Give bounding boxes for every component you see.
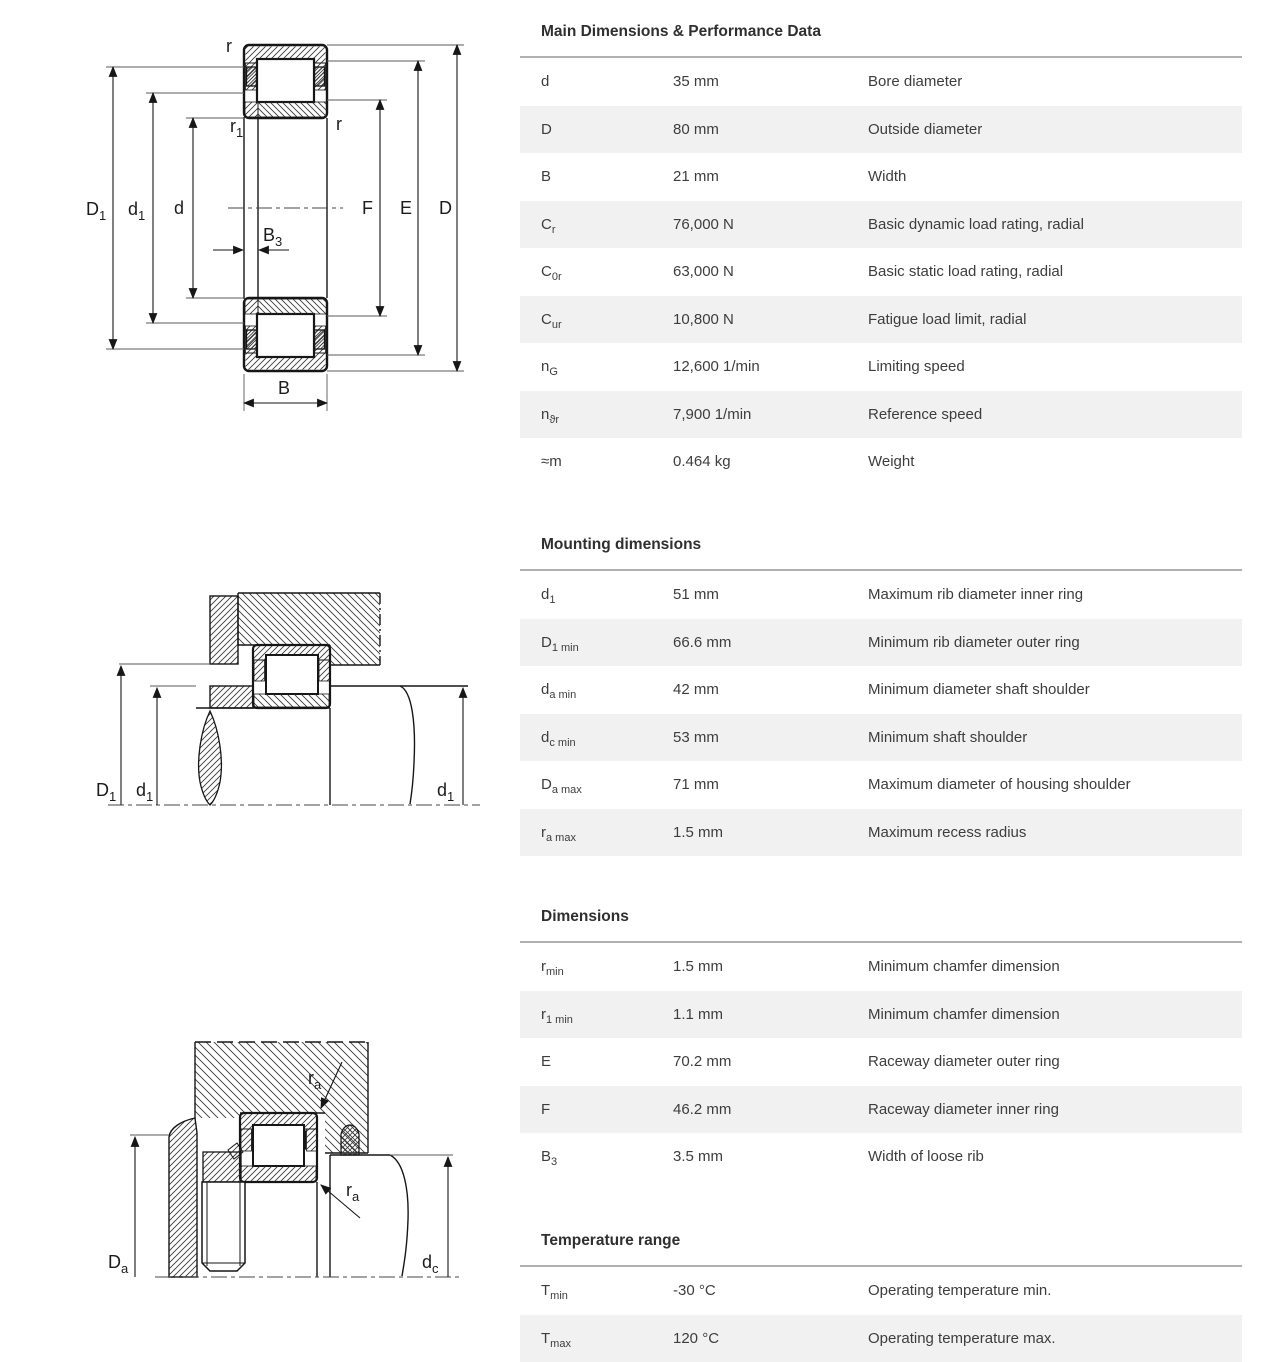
label-D1: $D_1$ bbox=[96, 780, 117, 804]
label-d1-left: $d_1$ bbox=[136, 780, 154, 804]
spec-value: 71 mm bbox=[673, 776, 719, 794]
spec-symbol: $C_r$ bbox=[541, 215, 556, 236]
section-title: Main Dimensions & Performance Data bbox=[541, 23, 821, 40]
spec-row bbox=[520, 761, 1242, 809]
spec-value: 3.5 mm bbox=[673, 1148, 724, 1166]
label-d1: $d_1$ bbox=[128, 199, 146, 223]
section-rows bbox=[520, 58, 1242, 486]
bearing-bottom-section bbox=[244, 298, 327, 371]
shaft-fillet bbox=[199, 711, 222, 805]
spec-value: 1.1 mm bbox=[673, 1005, 724, 1023]
label-B3: $B_3$ bbox=[263, 225, 283, 249]
spec-symbol: D bbox=[541, 120, 552, 138]
spec-value: 12,600 1/min bbox=[673, 358, 760, 376]
label-d1-right: $d_1$ bbox=[437, 780, 455, 804]
spec-value: 0.464 kg bbox=[673, 453, 731, 471]
locknut bbox=[202, 1182, 245, 1271]
spec-value: 76,000 N bbox=[673, 215, 734, 233]
section-mounting-dimensions bbox=[520, 535, 1242, 856]
section-title: Dimensions bbox=[541, 908, 629, 925]
spec-value: 21 mm bbox=[673, 168, 719, 186]
spec-value: 42 mm bbox=[673, 681, 719, 699]
label-Da: $D_a$ bbox=[108, 1252, 129, 1276]
housing-shoulder bbox=[210, 686, 253, 708]
inner-ring bbox=[241, 1166, 316, 1182]
spec-symbol: $r_{1 min}$ bbox=[541, 1005, 573, 1026]
section-temperature-range bbox=[520, 1231, 1242, 1362]
spec-description: Maximum rib diameter inner ring bbox=[868, 586, 1084, 604]
spec-symbol: $B_3$ bbox=[541, 1148, 558, 1169]
spec-row bbox=[520, 809, 1242, 857]
spec-value: 66.6 mm bbox=[673, 633, 732, 651]
spec-value: -30 °C bbox=[673, 1282, 716, 1300]
spec-row bbox=[520, 571, 1242, 619]
spec-symbol: d bbox=[541, 73, 550, 91]
spec-row bbox=[520, 943, 1242, 991]
bearing-cross-section-drawing bbox=[60, 18, 520, 438]
spec-row bbox=[520, 391, 1242, 439]
spec-row bbox=[520, 58, 1242, 106]
housing-end-wall bbox=[169, 1118, 197, 1277]
label-B: B bbox=[278, 378, 291, 398]
housing-end-wall bbox=[210, 596, 238, 664]
spec-row bbox=[520, 296, 1242, 344]
spec-value: 10,800 N bbox=[673, 310, 734, 328]
roller bbox=[257, 59, 314, 102]
spec-description: Limiting speed bbox=[868, 358, 965, 376]
spec-description: Bore diameter bbox=[868, 73, 963, 91]
spec-symbol: $d_1$ bbox=[541, 586, 556, 607]
label-ra-bottom: $r_a$ bbox=[346, 1180, 360, 1204]
bearing-top-section bbox=[244, 45, 327, 118]
spec-row bbox=[520, 153, 1242, 201]
spec-symbol: $C_{ur}$ bbox=[541, 310, 562, 331]
spec-description: Operating temperature max. bbox=[868, 1329, 1056, 1347]
label-F: F bbox=[362, 198, 373, 218]
section-dimensions bbox=[520, 907, 1242, 1181]
spec-row bbox=[520, 343, 1242, 391]
spec-description: Outside diameter bbox=[868, 120, 983, 138]
spec-description: Basic dynamic load rating, radial bbox=[868, 215, 1084, 233]
spec-description: Raceway diameter inner ring bbox=[868, 1100, 1059, 1118]
section-rows bbox=[520, 571, 1242, 856]
spec-symbol: $T_{min}$ bbox=[541, 1282, 568, 1303]
roller bbox=[257, 314, 314, 357]
spec-value: 1.5 mm bbox=[673, 823, 724, 841]
label-r-top: r bbox=[226, 36, 232, 56]
label-d: d bbox=[174, 198, 185, 218]
section-rows bbox=[520, 1267, 1242, 1362]
label-r-right: r bbox=[336, 114, 342, 134]
spec-row bbox=[520, 438, 1242, 486]
spec-description: Maximum recess radius bbox=[868, 823, 1027, 841]
spec-symbol: $D_{a max}$ bbox=[541, 776, 582, 797]
spec-row bbox=[520, 991, 1242, 1039]
spec-row bbox=[520, 619, 1242, 667]
label-E: E bbox=[400, 198, 413, 218]
shaft bbox=[317, 1155, 408, 1277]
spec-value: 120 °C bbox=[673, 1329, 720, 1347]
inner-ring bbox=[254, 694, 329, 707]
housing-abutment-drawing bbox=[60, 1000, 520, 1362]
spec-row bbox=[520, 248, 1242, 296]
spec-symbol: $C_{0r}$ bbox=[541, 263, 562, 284]
spec-description: Fatigue load limit, radial bbox=[868, 310, 1027, 328]
spec-row bbox=[520, 201, 1242, 249]
spec-symbol: $T_{max}$ bbox=[541, 1329, 571, 1350]
spec-symbol: $d_{c min}$ bbox=[541, 728, 576, 749]
cage-segment bbox=[247, 330, 257, 349]
spec-description: Minimum rib diameter outer ring bbox=[868, 633, 1080, 651]
inner-ring bbox=[258, 299, 327, 314]
spec-description: Width bbox=[868, 168, 907, 186]
spec-symbol: B bbox=[541, 168, 552, 186]
spec-description: Raceway diameter outer ring bbox=[868, 1053, 1060, 1071]
spec-row bbox=[520, 1315, 1242, 1362]
spec-symbol: $r_{min}$ bbox=[541, 958, 564, 979]
spec-symbol: $n_G$ bbox=[541, 358, 558, 379]
bearing-section bbox=[253, 645, 330, 708]
spec-description: Basic static load rating, radial bbox=[868, 263, 1064, 281]
spec-description: Minimum chamfer dimension bbox=[868, 958, 1060, 976]
spec-description: Operating temperature min. bbox=[868, 1282, 1052, 1300]
spec-value: 80 mm bbox=[673, 120, 719, 138]
spec-symbol: ≈m bbox=[541, 453, 562, 471]
spec-value: 1.5 mm bbox=[673, 958, 724, 976]
section-main-dimensions bbox=[520, 22, 1242, 486]
spec-row bbox=[520, 1133, 1242, 1181]
spec-symbol: $n_{ϑr}$ bbox=[541, 405, 560, 426]
spec-description: Minimum shaft shoulder bbox=[868, 728, 1028, 746]
spec-row bbox=[520, 106, 1242, 154]
spec-symbol: F bbox=[541, 1100, 551, 1118]
label-ra-top: $r_a$ bbox=[308, 1068, 322, 1092]
spec-description: Minimum diameter shaft shoulder bbox=[868, 681, 1090, 699]
cage-segment bbox=[247, 67, 257, 86]
section-title: Temperature range bbox=[541, 1232, 681, 1249]
spec-value: 46.2 mm bbox=[673, 1100, 732, 1118]
spec-value: 51 mm bbox=[673, 586, 719, 604]
spec-row bbox=[520, 1038, 1242, 1086]
spec-symbol: E bbox=[541, 1053, 552, 1071]
spec-row bbox=[520, 1086, 1242, 1134]
spec-symbol: $d_{a min}$ bbox=[541, 681, 577, 702]
spec-symbol: $r_{a max}$ bbox=[541, 823, 576, 844]
spec-value: 7,900 1/min bbox=[673, 405, 752, 423]
spec-row bbox=[520, 666, 1242, 714]
roller bbox=[253, 1125, 304, 1166]
inner-ring bbox=[258, 102, 327, 117]
roller bbox=[266, 655, 318, 694]
shaft-mounting-drawing bbox=[60, 558, 520, 878]
loose-rib bbox=[245, 299, 258, 314]
spec-value: 53 mm bbox=[673, 728, 719, 746]
snap-ring bbox=[341, 1125, 359, 1155]
spec-value: 70.2 mm bbox=[673, 1053, 732, 1071]
label-dc: $d_c$ bbox=[422, 1252, 439, 1276]
spec-description: Weight bbox=[868, 453, 915, 471]
label-D1: $D_1$ bbox=[86, 199, 107, 223]
cage-segment bbox=[315, 330, 325, 349]
loose-rib bbox=[245, 102, 258, 117]
spec-row bbox=[520, 1267, 1242, 1315]
section-title: Mounting dimensions bbox=[541, 536, 702, 553]
label-r1: $r_1$ bbox=[230, 116, 244, 140]
spec-row bbox=[520, 714, 1242, 762]
cage-segment bbox=[315, 67, 325, 86]
spec-description: Reference speed bbox=[868, 405, 983, 423]
spec-value: 35 mm bbox=[673, 73, 719, 91]
spec-value: 63,000 N bbox=[673, 263, 734, 281]
bearing-section bbox=[240, 1113, 317, 1182]
spec-symbol: $D_{1 min}$ bbox=[541, 633, 579, 654]
label-D: D bbox=[439, 198, 452, 218]
spec-description: Maximum diameter of housing shoulder bbox=[868, 776, 1131, 794]
spec-description: Width of loose rib bbox=[868, 1148, 984, 1166]
section-rows bbox=[520, 943, 1242, 1181]
spec-description: Minimum chamfer dimension bbox=[868, 1005, 1060, 1023]
